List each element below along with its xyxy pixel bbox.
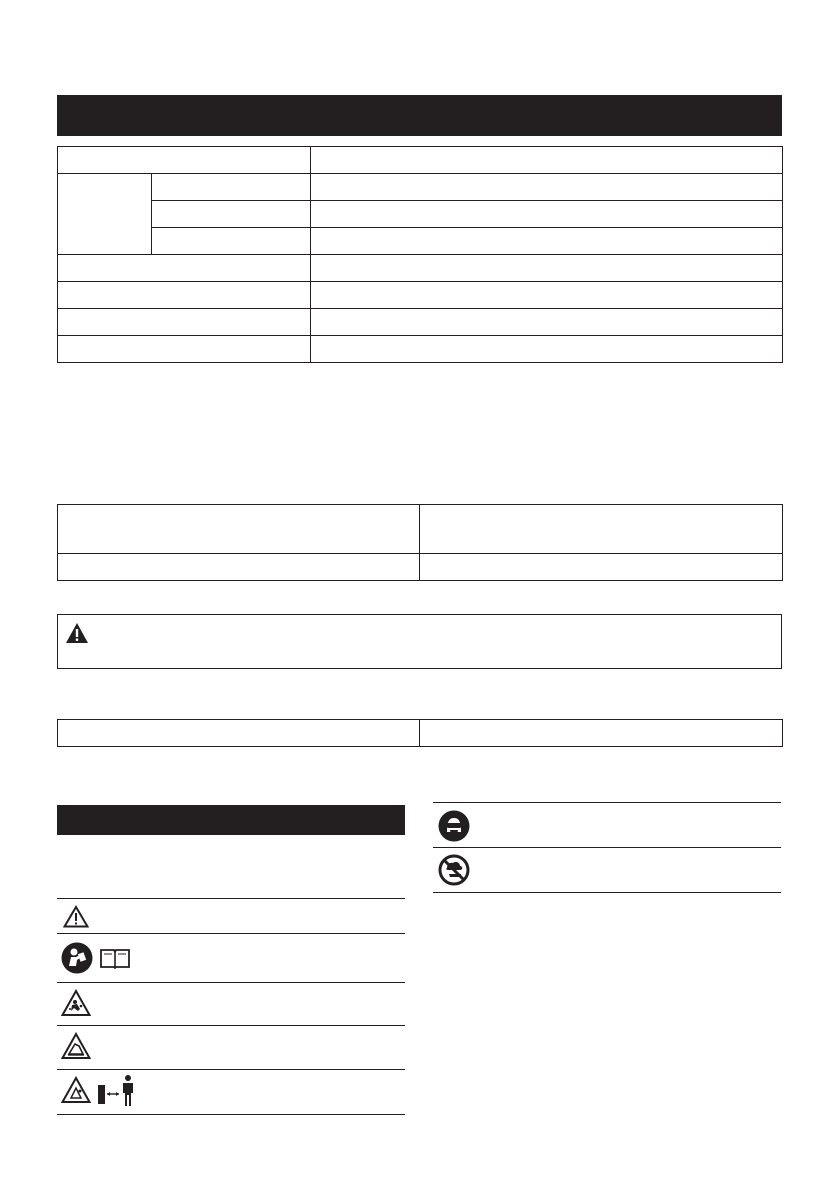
table-cell (420, 554, 783, 581)
table-cell (58, 282, 311, 309)
table-cell (152, 228, 311, 255)
table-cell (58, 554, 420, 581)
secondary-table (57, 504, 783, 581)
symbol-row-warning (57, 899, 405, 933)
table-row (58, 282, 783, 309)
symbol-row-keep-distance (57, 1070, 405, 1114)
table-cell (58, 255, 311, 282)
divider (433, 892, 781, 893)
table-cell (420, 720, 783, 747)
table-cell (58, 336, 311, 363)
table-cell (152, 201, 311, 228)
table-cell (58, 505, 420, 554)
thrown-objects-hazard-icon (61, 989, 91, 1017)
table-cell (311, 174, 783, 201)
table-cell (420, 505, 783, 554)
table-row (58, 228, 783, 255)
table-row (58, 336, 783, 363)
table-row (58, 201, 783, 228)
wear-eye-protection-icon (438, 810, 470, 842)
book-icon (99, 947, 131, 969)
table-row (58, 174, 783, 201)
specifications-table (57, 146, 783, 363)
table-cell (152, 174, 311, 201)
warning-triangle-icon (63, 905, 89, 928)
thrown-objects-hazard-icon (61, 1076, 91, 1104)
symbol-row-no-rain (433, 848, 781, 892)
table-cell (58, 174, 152, 255)
symbol-row-thrown-objects (57, 983, 405, 1025)
table-row (58, 255, 783, 282)
warning-box (57, 614, 782, 669)
table-row (58, 720, 783, 747)
table-row (58, 147, 783, 174)
table-cell (311, 201, 783, 228)
table-cell (58, 309, 311, 336)
table-cell (311, 147, 783, 174)
table-cell (311, 336, 783, 363)
warning-triangle-icon (65, 622, 89, 644)
symbols-heading-bar (57, 805, 405, 835)
symbol-row-eye-protection (433, 803, 781, 847)
do-not-expose-to-rain-icon (438, 854, 470, 886)
table-cell (311, 309, 783, 336)
table-cell (58, 720, 420, 747)
table-row (58, 505, 783, 554)
table-row (58, 309, 783, 336)
slip-hazard-icon (61, 1032, 91, 1060)
keep-distance-icon (97, 1073, 137, 1109)
table-cell (311, 255, 783, 282)
table-cell (58, 147, 311, 174)
table-cell (311, 282, 783, 309)
table-cell (311, 228, 783, 255)
symbol-row-read-manual (57, 934, 405, 982)
table-row (58, 554, 783, 581)
section-heading-bar (57, 95, 782, 136)
read-manual-icon (61, 942, 93, 974)
tertiary-table (57, 719, 783, 747)
divider (57, 1114, 405, 1115)
symbol-row-slip-hazard (57, 1026, 405, 1069)
